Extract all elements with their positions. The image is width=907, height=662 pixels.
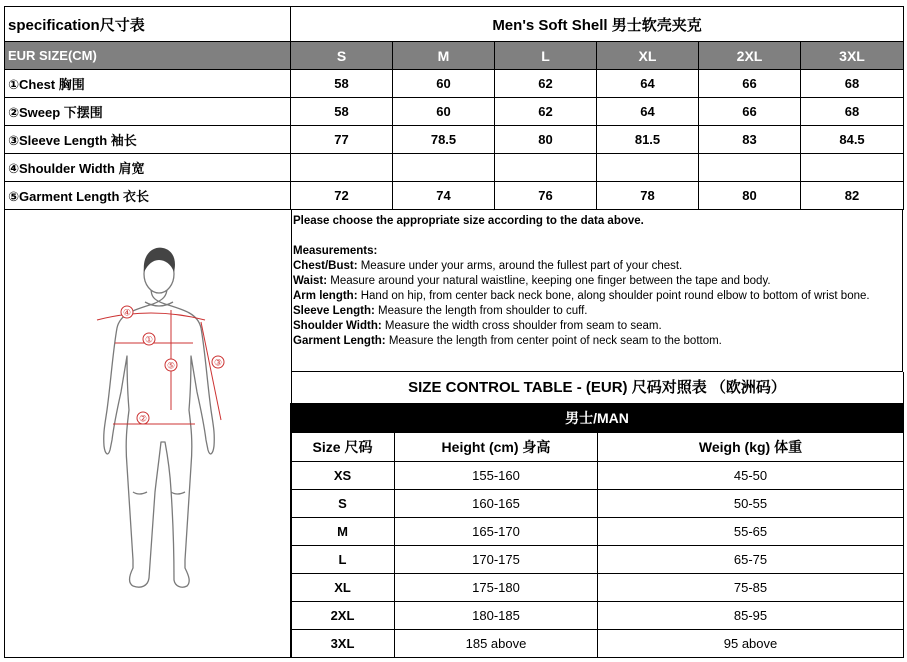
note-text: Measure the length from shoulder to cuff. (374, 305, 588, 317)
cell: 58 (291, 98, 393, 126)
cell (393, 154, 495, 182)
cell-weight: 50-55 (598, 490, 904, 518)
notes-intro: Please choose the appropriate size according to the data above. (293, 215, 644, 227)
cell-height: 185 above (395, 630, 598, 658)
cell-weight: 95 above (598, 630, 904, 658)
spec-row-garment (5, 182, 904, 210)
cell (597, 154, 699, 182)
cell: 81.5 (597, 126, 699, 154)
row-label: ④Shoulder Width 肩宽 (5, 154, 291, 182)
control-table (290, 403, 904, 658)
measurement-notes (291, 210, 903, 372)
size-col: M (393, 42, 495, 70)
cell-size: XL (291, 574, 395, 602)
row-label: ③Sleeve Length 袖长 (5, 126, 291, 154)
note-arm (293, 289, 902, 304)
spec-row-sweep (5, 98, 904, 126)
table-row (291, 490, 904, 518)
marker-label: ① (144, 335, 154, 346)
note-shoulder (293, 319, 902, 334)
cell: 80 (495, 126, 597, 154)
col-header-height: Height (cm) 身高 (395, 433, 598, 462)
cell-size: L (291, 546, 395, 574)
cell-height: 175-180 (395, 574, 598, 602)
cell: 60 (393, 98, 495, 126)
spec-label: specification尺寸表 (5, 7, 291, 42)
cell: 66 (699, 98, 801, 126)
spec-row-sleeve (5, 126, 904, 154)
cell: 62 (495, 98, 597, 126)
note-term: Arm length: (293, 290, 358, 302)
cell (699, 154, 801, 182)
row-label: ①Chest 胸围 (5, 70, 291, 98)
cell: 72 (291, 182, 393, 210)
cell-size: S (291, 490, 395, 518)
size-col: 2XL (699, 42, 801, 70)
cell: 78 (597, 182, 699, 210)
table-row (291, 546, 904, 574)
size-header: EUR SIZE(CM) (5, 42, 291, 70)
spec-row-shoulder (5, 154, 904, 182)
cell-height: 160-165 (395, 490, 598, 518)
cell: 77 (291, 126, 393, 154)
note-text: Measure the width cross shoulder from seam to seam. (381, 320, 662, 332)
cell: 84.5 (801, 126, 904, 154)
note-sleeve (293, 304, 902, 319)
marker-label: ② (138, 414, 148, 425)
note-waist (293, 274, 902, 289)
cell-size: 3XL (291, 630, 395, 658)
cell: 83 (699, 126, 801, 154)
cell: 80 (699, 182, 801, 210)
spec-row-chest (5, 70, 904, 98)
cell: 82 (801, 182, 904, 210)
cell (495, 154, 597, 182)
note-term: Garment Length: (293, 335, 386, 347)
cell: 66 (699, 70, 801, 98)
cell-height: 180-185 (395, 602, 598, 630)
gender-header: 男士/MAN (291, 404, 904, 433)
row-label: ⑤Garment Length 衣长 (5, 182, 291, 210)
cell-weight: 55-65 (598, 518, 904, 546)
note-term: Waist: (293, 275, 328, 287)
size-col: S (291, 42, 393, 70)
cell: 64 (597, 70, 699, 98)
table-row (291, 574, 904, 602)
note-text: Hand on hip, from center back neck bone, along shoulder point round elbow to bottom of wrist bone. (357, 290, 870, 302)
note-text: Measure under your arms, around the fullest part of your chest. (357, 260, 683, 272)
cell-size: XS (291, 462, 395, 490)
cell-weight: 65-75 (598, 546, 904, 574)
size-col: L (495, 42, 597, 70)
cell: 74 (393, 182, 495, 210)
cell-height: 165-170 (395, 518, 598, 546)
cell (801, 154, 904, 182)
cell: 68 (801, 98, 904, 126)
cell-size: M (291, 518, 395, 546)
note-garment (293, 334, 902, 349)
cell-height: 155-160 (395, 462, 598, 490)
cell: 64 (597, 98, 699, 126)
note-text: Measure around your natural waistline, keeping one finger between the tape and body. (327, 275, 771, 287)
table-row (291, 518, 904, 546)
cell-weight: 85-95 (598, 602, 904, 630)
product-title: Men's Soft Shell 男士软壳夹克 (291, 7, 904, 42)
body-figure (5, 210, 291, 657)
cell: 68 (801, 70, 904, 98)
cell: 78.5 (393, 126, 495, 154)
table-row (291, 602, 904, 630)
marker-label: ⑤ (166, 361, 176, 372)
table-row (291, 462, 904, 490)
col-header-size: Size 尺码 (291, 433, 395, 462)
cell: 76 (495, 182, 597, 210)
marker-label: ④ (122, 308, 132, 319)
note-term: Shoulder Width: (293, 320, 382, 332)
cell-weight: 45-50 (598, 462, 904, 490)
note-text: Measure the length from center point of neck seam to the bottom. (385, 335, 722, 347)
shoulder-line (97, 313, 205, 320)
cell-height: 170-175 (395, 546, 598, 574)
cell: 58 (291, 70, 393, 98)
cell: 62 (495, 70, 597, 98)
cell-size: 2XL (291, 602, 395, 630)
control-table-title: SIZE CONTROL TABLE - (EUR) 尺码对照表 （欧洲码） (291, 372, 904, 403)
note-term: Sleeve Length: (293, 305, 375, 317)
notes-heading: Measurements: (293, 245, 378, 257)
cell (291, 154, 393, 182)
body-figure-cell (4, 210, 292, 658)
spec-table (4, 6, 904, 210)
size-col: 3XL (801, 42, 904, 70)
cell-weight: 75-85 (598, 574, 904, 602)
note-term: Chest/Bust: (293, 260, 358, 272)
col-header-weight: Weigh (kg) 体重 (598, 433, 904, 462)
size-col: XL (597, 42, 699, 70)
marker-label: ③ (213, 358, 223, 369)
cell: 60 (393, 70, 495, 98)
row-label: ②Sweep 下摆围 (5, 98, 291, 126)
table-row (291, 630, 904, 658)
note-chest (293, 259, 902, 274)
